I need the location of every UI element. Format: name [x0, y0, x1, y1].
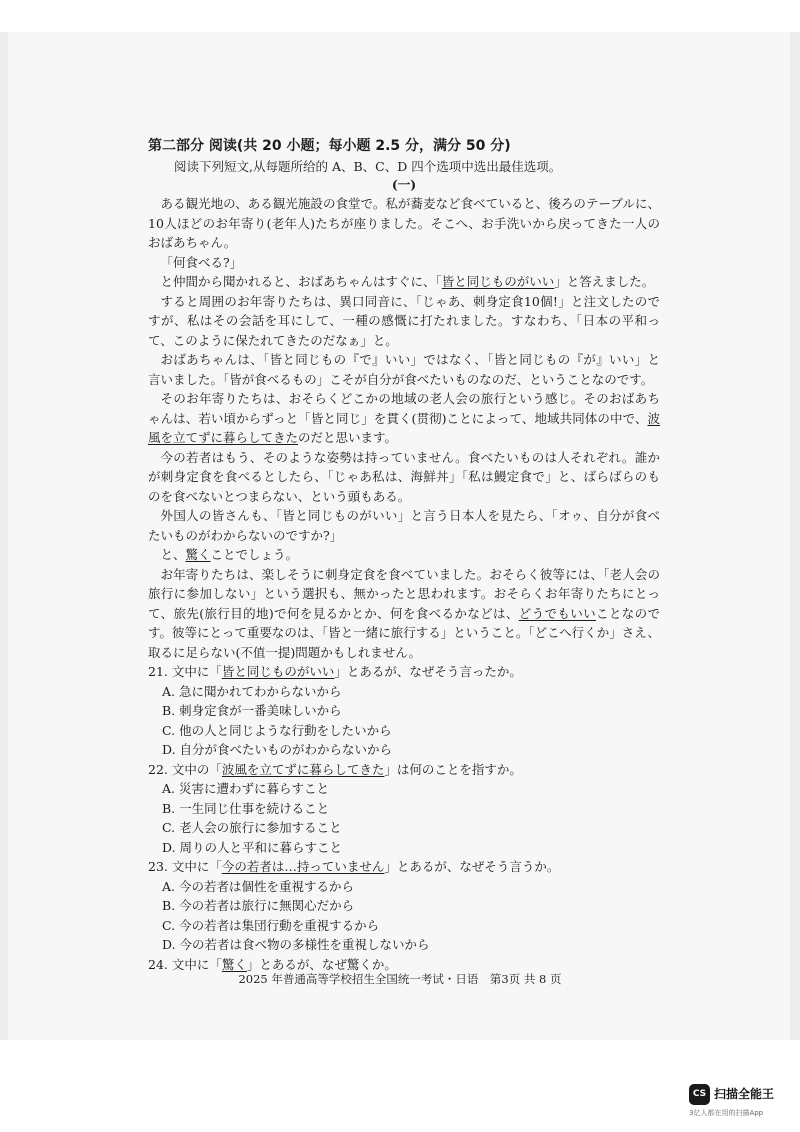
passage-paragraph	[148, 272, 660, 292]
text-run: 」とあるが、なぜそう言うか。	[384, 859, 560, 874]
passage-paragraph	[148, 350, 660, 389]
answer-option: D. 自分が食べたいものがわからないから	[162, 742, 393, 757]
text-run: 」とあるが、なぜそう言ったか。	[334, 664, 522, 679]
text-run: と仲間から聞かれると、おばあちゃんはすぐに、「	[160, 274, 442, 289]
text-run: 」とあるが、なぜ驚くか。	[246, 956, 397, 972]
passage-paragraph	[148, 448, 660, 507]
answer-option: B. 今の若者は旅行に無関心だから	[162, 898, 355, 913]
reading-passage	[148, 194, 660, 662]
answer-option: C. 今の若者は集団行動を重視するから	[162, 917, 380, 933]
question-number: 23.	[148, 859, 172, 874]
underlined-phrase: 皆と同じものがいい	[221, 664, 335, 679]
answer-option: A. 急に聞かれてわからないから	[162, 683, 342, 699]
text-run: 」は何のことを指すか。	[384, 761, 522, 777]
text-run: 外国人の皆さんも、「皆と同じものがいい」と言う日本人を見たら、「オゥ、自分が食べたいものがわからないのですか?」	[148, 508, 660, 543]
text-run: のだと思います。	[298, 430, 398, 445]
scanner-watermark	[689, 1082, 795, 1122]
section-label: (一)	[391, 177, 417, 192]
text-run: 」と答えました。	[554, 274, 655, 289]
text-run: 「何食べる?」	[160, 254, 243, 270]
underlined-phrase: 驚く	[185, 547, 211, 562]
passage-paragraph	[148, 389, 660, 448]
passage-paragraph	[148, 545, 660, 565]
text-run: 文中に「	[171, 956, 222, 972]
exam-page	[148, 136, 660, 974]
text-run: ことでしょう。	[210, 547, 299, 562]
part-heading: 第二部分 阅读(共 20 小题；每小题 2.5 分，满分 50 分)	[148, 138, 511, 154]
instructions: 阅读下列短文,从每题所给的 A、B、C、D 四个选项中选出最佳选项。	[174, 159, 562, 174]
passage-paragraph	[148, 194, 660, 253]
underlined-phrase: どうでもいい	[518, 605, 596, 621]
answer-option: D. 周りの人と平和に暮らすこと	[162, 839, 343, 855]
text-run: おばあちゃんは、「皆と同じもの『で』いい」ではなく、「皆と同じもの『が』いい」と言いました。「皆が食べるもの」こそが自分が食べたいものなのだ、ということなのです。	[148, 352, 660, 387]
watermark-title: 扫描全能王	[714, 1087, 775, 1101]
question-stem	[148, 662, 660, 682]
question-stem	[148, 857, 660, 877]
scan-right-edge	[790, 32, 800, 1040]
underlined-phrase: 今の若者は…持っていません	[221, 859, 385, 874]
passage-paragraph	[148, 506, 660, 545]
underlined-phrase: 皆と同じものがいい	[441, 274, 555, 289]
underlined-phrase: 波風を立てずに暮らしてきた	[148, 410, 660, 445]
text-run: ことなのです。彼等にとって重要なのは、「皆と一緒に旅行する」ということ。「どこへ行くか」さえ、取るに足らない(不值一提)問題かもしれません。	[148, 605, 660, 660]
text-run: と、	[160, 547, 186, 562]
passage-paragraph	[148, 253, 660, 273]
answer-option: B. 刺身定食が一番美味しいから	[162, 703, 342, 718]
camscanner-logo-icon: CS	[689, 1084, 710, 1105]
underlined-phrase: 驚く	[221, 956, 247, 972]
question-number: 21.	[148, 664, 172, 679]
answer-option: A. 今の若者は個性を重視するから	[162, 878, 354, 894]
text-run: 文中に「	[171, 664, 222, 679]
text-run: そのお年寄りたちは、おそらくどこかの地域の老人会の旅行という感じ。そのおばあちゃんは、若い頃からずっと「皆と同じ」を貫く(贯彻)ことによって、地域共同体の中で、	[148, 391, 660, 426]
text-run: 文中の「	[171, 761, 222, 777]
answer-option: C. 他の人と同じような行動をしたいから	[162, 722, 392, 738]
question-number: 22.	[148, 761, 172, 777]
passage-paragraph	[148, 292, 660, 351]
question-stem	[148, 760, 660, 780]
text-run: お年寄りたちは、楽しそうに刺身定食を食べていました。おそらく彼等には、「老人会の旅行に参加しない」という選択も、無かったと思われます。おそらくお年寄りたちにとって、旅先(旅行目的地)で何を見るかとか、何を食べるかなどは、	[148, 566, 660, 621]
answer-option: C. 老人会の旅行に参加すること	[162, 820, 342, 835]
text-run: すると周囲のお年寄りたちは、異口同音に、「じゃあ、刺身定食10個!」と注文したのですが、私はその会話を耳にして、一種の感慨に打たれました。すなわち、「日本の平和って、このように保たれてきたのだなぁ」と。	[148, 293, 660, 348]
question-list	[148, 662, 660, 974]
passage-paragraph	[148, 565, 660, 663]
question-number: 24.	[148, 956, 172, 972]
scan-left-edge	[0, 32, 8, 1040]
underlined-phrase: 波風を立てずに暮らしてきた	[221, 761, 385, 777]
page-footer: 2025 年普通高等学校招生全国统一考试・日语 第3页 共 8 页	[238, 972, 562, 986]
text-run: 今の若者はもう、そのような姿勢は持っていません。食べたいものは人それぞれ。誰かが刺身定食を食べるとしたら、「じゃあ私は、海鮮丼」「私は鰻定食で」と、ばらばらのものを食べないとつまらない、という頭もある。	[148, 449, 660, 504]
answer-option: D. 今の若者は食べ物の多様性を重視しないから	[162, 937, 430, 952]
watermark-subtitle: 3亿人都在用的扫描App	[689, 1109, 764, 1117]
text-run: ある観光地の、ある観光施設の食堂で。私が蕎麦など食べていると、後ろのテーブルに、10人ほどのお年寄り(老年人)たちが座りました。そこへ、お手洗いから戻ってきた一人のおばあちゃん。	[148, 196, 660, 250]
answer-option: B. 一生同じ仕事を続けること	[162, 800, 330, 816]
answer-option: A. 災害に遭わずに暮らすこと	[162, 781, 329, 796]
text-run: 文中に「	[171, 859, 222, 874]
